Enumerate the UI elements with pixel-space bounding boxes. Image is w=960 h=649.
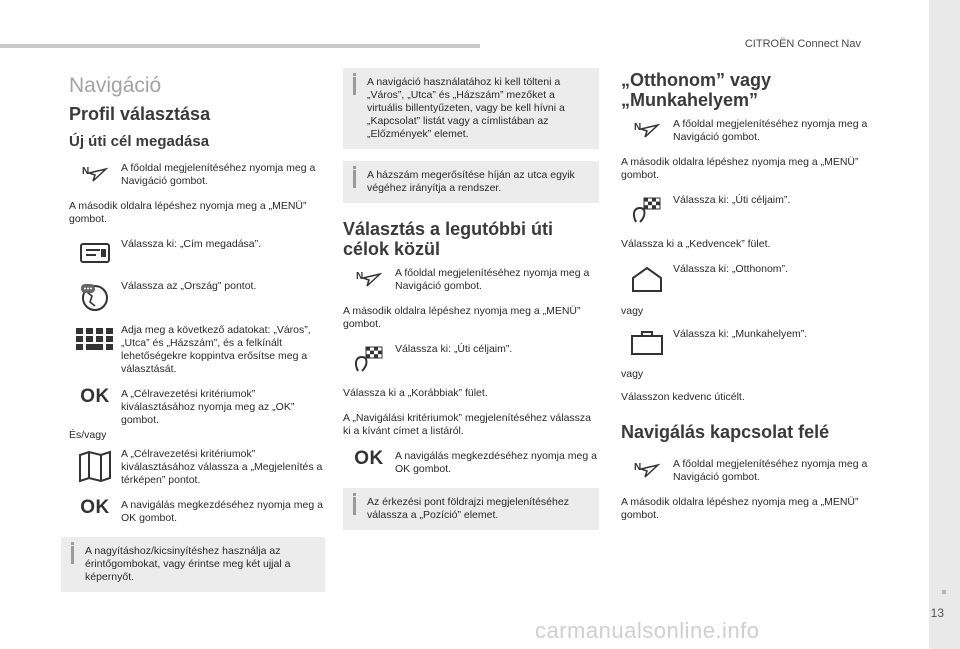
info-note	[61, 537, 325, 592]
info-icon	[353, 493, 356, 496]
paragraph: A második oldalra lépéshez nyomja meg a „MENÜ” gombot.	[69, 200, 307, 225]
connector-text: És/vagy	[69, 429, 107, 441]
address-card-icon	[69, 238, 121, 268]
svg-text:N: N	[634, 462, 642, 473]
step	[69, 238, 325, 268]
step-text: A főoldal megjelenítéséhez nyomja meg a Navigáció gombot.	[121, 162, 316, 187]
connector-text: vagy	[621, 368, 644, 380]
step	[69, 388, 325, 427]
step-text: Adja meg a következő adatokat: „Város”, „Utca” és „Házszám”, és a felkínált lehetőségekre koppintva erősítse meg a választását.	[121, 324, 311, 375]
note-text: A navigáció használatához ki kell tölteni a „Város”, „Utca” és „Házszám” mezőket a virtuális billentyűzeten, vagy be kell hívni a „Kapcsolat” listát vagy a címlistában az „Előzmények” elemet.	[367, 76, 565, 140]
navigation-icon	[343, 267, 395, 293]
home-icon	[621, 263, 673, 293]
ok-button-icon	[343, 448, 395, 469]
navigation-icon	[621, 458, 673, 484]
step	[343, 343, 599, 375]
section-title: Navigálás kapcsolat felé	[621, 422, 830, 442]
paragraph: A második oldalra lépéshez nyomja meg a „MENÜ” gombot.	[621, 156, 859, 181]
side-tab	[929, 0, 960, 649]
paragraph: A „Navigálási kritériumok” megjelenítéséhez válassza ki a kívánt címet a listáról.	[343, 412, 592, 437]
paragraph: Válassza ki a „Korábbiak” fület.	[343, 387, 488, 399]
paragraph: A második oldalra lépéshez nyomja meg a „MENÜ” gombot.	[343, 305, 581, 330]
svg-text:N: N	[356, 271, 364, 282]
step	[69, 162, 325, 188]
step	[621, 328, 879, 356]
paragraph: Válasszon kedvenc úticélt.	[621, 391, 745, 403]
step-text: Válassza ki: „Otthonom”.	[673, 263, 788, 275]
step-text: Válassza ki: „Úti céljaim”.	[395, 343, 513, 355]
watermark: carmanualsonline.info	[535, 618, 760, 643]
destination-flag-icon	[621, 194, 673, 226]
step-text: A navigálás megkezdéséhez nyomja meg a OK gombot.	[395, 450, 597, 475]
step-text: A főoldal megjelenítéséhez nyomja meg a Navigáció gombot.	[673, 458, 868, 483]
page-number: 13	[930, 606, 944, 620]
step	[621, 118, 879, 144]
info-note	[343, 161, 599, 203]
keyboard-icon	[69, 324, 121, 352]
info-icon	[353, 73, 356, 76]
ok-label: OK	[80, 386, 110, 407]
connector-text: vagy	[621, 305, 644, 317]
paragraph: A második oldalra lépéshez nyomja meg a „MENÜ” gombot.	[621, 496, 859, 521]
step-text: Válassza ki: „Úti céljaim”.	[673, 194, 791, 206]
step	[621, 194, 879, 226]
destination-flag-icon	[343, 343, 395, 375]
step-text: A főoldal megjelenítéséhez nyomja meg a Navigáció gombot.	[395, 267, 590, 292]
section-title: Profil választása	[69, 104, 211, 124]
navigation-icon	[69, 162, 121, 188]
subsection-title: Új úti cél megadása	[69, 133, 210, 150]
page-marker	[942, 590, 946, 594]
column-3	[621, 70, 879, 534]
step	[621, 263, 879, 293]
paragraph: Válassza ki a „Kedvencek” fület.	[621, 238, 771, 250]
ok-button-icon	[69, 386, 121, 407]
step-text: A főoldal megjelenítéséhez nyomja meg a Navigáció gombot.	[673, 118, 868, 143]
info-note	[343, 488, 599, 530]
step-text: A navigálás megkezdéséhez nyomja meg a OK gombot.	[121, 499, 323, 524]
info-note	[343, 68, 599, 149]
note-text: A házszám megerősítése híján az utca egyik végéhez irányítja a rendszer.	[367, 169, 575, 194]
note-text: A nagyításhoz/kicsinyítéshez használja az érintőgombokat, vagy érintse meg két ujjal a képernyőt.	[85, 545, 291, 583]
step	[343, 267, 599, 293]
step	[69, 280, 325, 312]
info-icon	[71, 542, 74, 545]
step	[69, 499, 325, 525]
country-globe-icon	[69, 280, 121, 312]
briefcase-icon	[621, 328, 673, 356]
info-icon	[353, 166, 356, 169]
step-text: Válassza ki: „Cím megadása”.	[121, 238, 262, 250]
column-2	[343, 68, 599, 542]
note-text: Az érkezési pont földrajzi megjelenítéséhez válassza a „Pozíció” elemet.	[367, 496, 569, 521]
svg-text:N: N	[634, 122, 642, 133]
column-1	[69, 62, 325, 604]
navigation-icon	[621, 118, 673, 144]
step-text: Válassza az „Ország” pontot.	[121, 280, 257, 292]
step	[621, 458, 879, 484]
map-icon	[69, 448, 121, 482]
section-title: „Otthonom” vagy „Munkahelyem”	[621, 70, 772, 110]
ok-label: OK	[80, 497, 110, 518]
step-text: Válassza ki: „Munkahelyem”.	[673, 328, 808, 340]
header-rule	[0, 44, 480, 48]
chapter-title: Navigáció	[69, 74, 162, 97]
step-text: A „Célravezetési kritériumok” kiválasztásához nyomja meg az „OK” gombot.	[121, 388, 295, 426]
step	[343, 450, 599, 476]
section-title: Választás a legutóbbi úti célok közül	[343, 219, 554, 259]
brand-label: CITROËN Connect Nav	[744, 38, 861, 50]
ok-button-icon	[69, 497, 121, 518]
step	[69, 324, 325, 376]
ok-label: OK	[354, 448, 384, 469]
svg-text:N: N	[82, 166, 90, 177]
step	[69, 448, 325, 487]
step-text: A „Célravezetési kritériumok” kiválasztásához válassza a „Megjelenítés a térképen” pontot.	[121, 448, 323, 486]
